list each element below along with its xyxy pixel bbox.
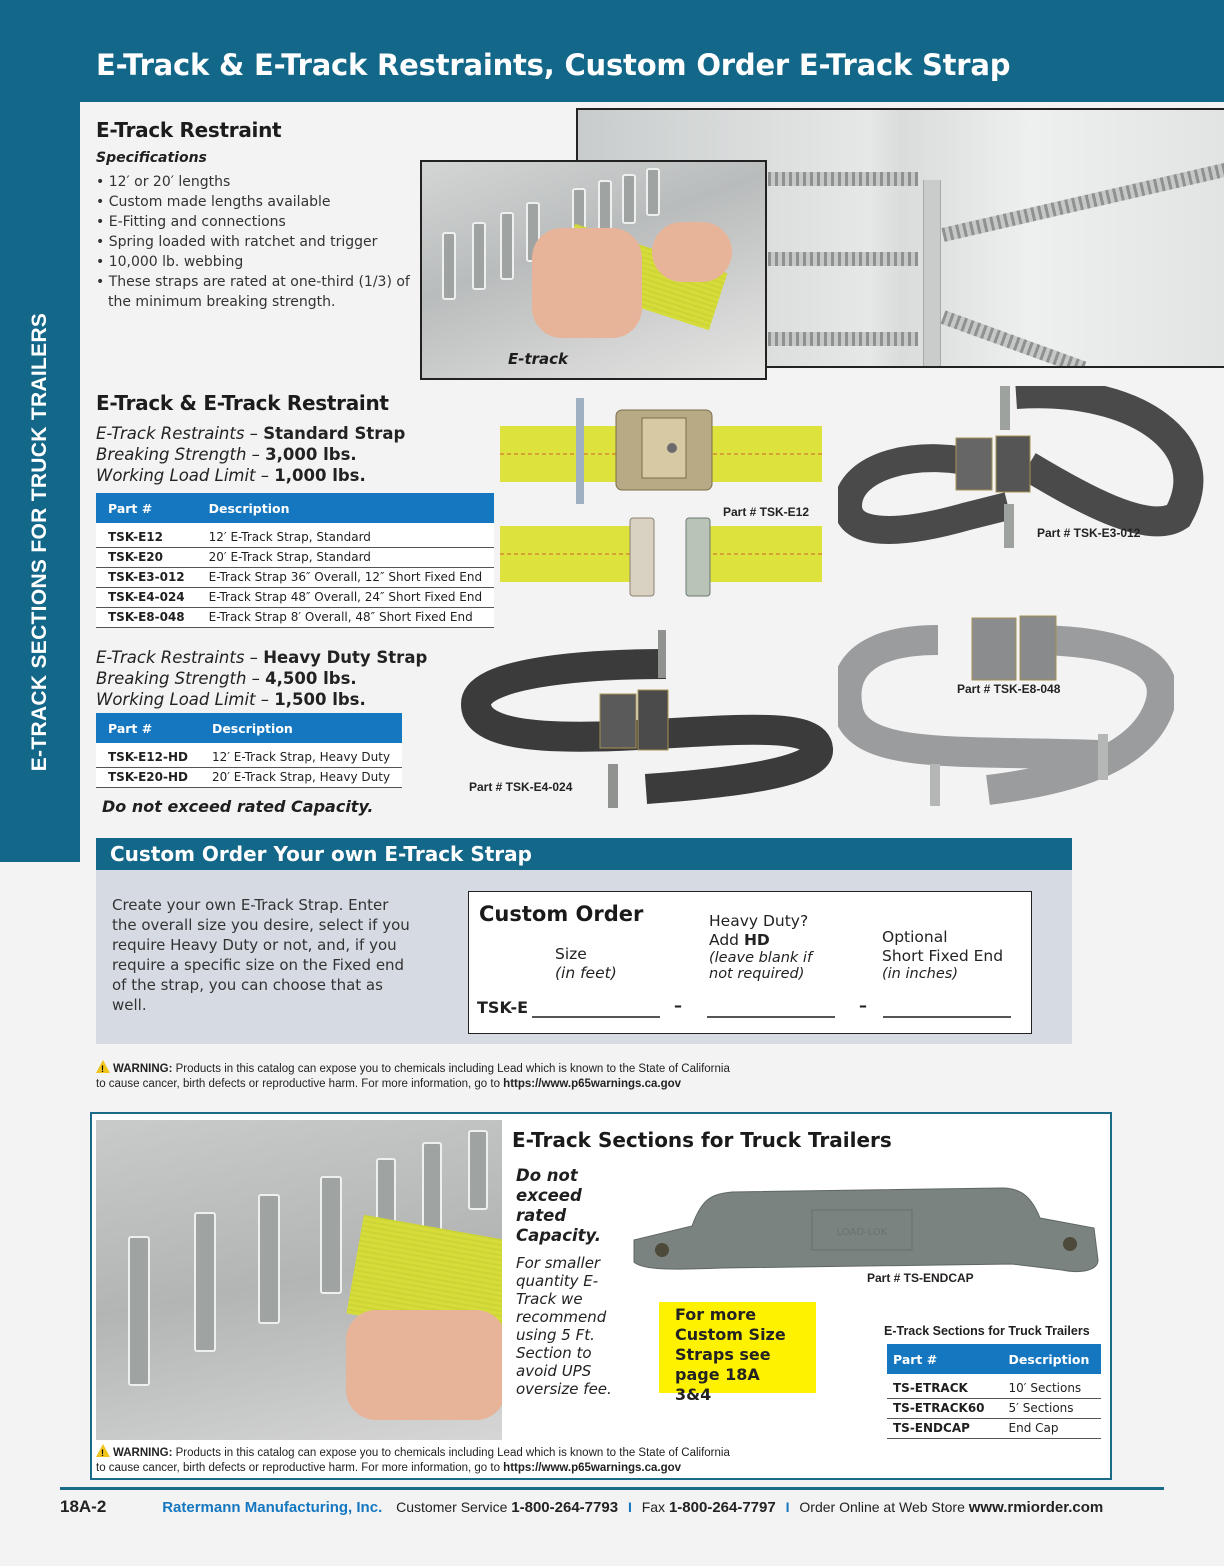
track-slot xyxy=(258,1194,280,1324)
table-row xyxy=(96,587,494,607)
gray-strap-tsk-e8-048-image xyxy=(838,600,1174,808)
spec-item: • 10,000 lb. webbing xyxy=(96,252,416,272)
table-row xyxy=(96,767,402,787)
breaking-strength-value: 3,000 lbs. xyxy=(265,445,357,464)
endcap-image xyxy=(632,1178,1102,1278)
spec-label: Specifications xyxy=(96,150,207,166)
prop65-warning xyxy=(96,1060,730,1091)
part-number: TSK-E20 xyxy=(96,547,197,567)
hd-add-label: Add xyxy=(709,931,744,949)
spec-item: • Custom made lengths available xyxy=(96,192,416,212)
track-slot xyxy=(468,1130,488,1210)
fax-label: Fax xyxy=(641,1499,669,1515)
prop65-warning xyxy=(96,1444,730,1475)
etrack-restraint-heading: E-Track & E-Track Restraint xyxy=(96,391,389,415)
warning-label: WARNING: xyxy=(113,1447,173,1459)
part-number: TSK-E12-HD xyxy=(96,747,200,767)
spec-label: Breaking Strength xyxy=(96,445,247,464)
separator: I xyxy=(785,1499,790,1515)
part-description: E-Track Strap 36″ Overall, 12″ Short Fixed End xyxy=(197,567,494,587)
sections-table-title: E-Track Sections for Truck Trailers xyxy=(884,1324,1090,1338)
dash: – xyxy=(246,669,266,688)
capacity-caution: Do not exceed rated Capacity. xyxy=(102,797,374,816)
custom-size-callout: For more Custom Size Straps see page 18A 3&4 xyxy=(659,1302,816,1393)
track-slot xyxy=(500,212,514,280)
working-load-value: 1,500 lbs. xyxy=(274,690,366,709)
part-label-tsk-e12: Part # TSK-E12 xyxy=(723,505,810,519)
table-row xyxy=(96,607,494,627)
spec-item: • 12′ or 20′ lengths xyxy=(96,172,416,192)
track-rail xyxy=(941,310,1087,368)
standard-strap-specs xyxy=(96,423,405,486)
col-description: Description xyxy=(200,713,402,743)
spec-label: Breaking Strength xyxy=(96,669,247,688)
col-part: Part # xyxy=(96,493,197,523)
hd-note: (leave blank if xyxy=(709,950,813,966)
gray-strap-tsk-e3-012-image xyxy=(838,386,1214,550)
dash: – xyxy=(244,648,264,667)
size-unit: (in feet) xyxy=(555,964,617,982)
part-prefix: TSK-E xyxy=(477,998,529,1017)
spec-item: • E-Fitting and connections xyxy=(96,212,416,232)
web-store-label: Order Online at Web Store xyxy=(799,1499,969,1515)
size-column-label xyxy=(555,945,617,983)
svg-text:LOAD-LOK: LOAD-LOK xyxy=(836,1227,888,1238)
warning-text: Products in this catalog can expose you to chemicals including Lead which is known to the State of California xyxy=(172,1063,730,1075)
fax-number: 1-800-264-7797 xyxy=(668,1499,776,1516)
fixed-end-column-label xyxy=(882,928,1003,983)
track-slot xyxy=(422,1142,442,1232)
warning-link[interactable]: https://www.p65warnings.ca.gov xyxy=(503,1077,682,1090)
separator-dash: – xyxy=(859,996,867,1015)
separator-dash: – xyxy=(674,996,682,1015)
part-label-tsk-e3-012: Part # TSK-E3-012 xyxy=(1037,526,1141,540)
spec-item: • These straps are rated at one-third (1/3) of the minimum breaking strength. xyxy=(96,272,416,312)
sidebar-tab xyxy=(0,102,80,862)
part-number: TS-ENDCAP xyxy=(887,1418,997,1438)
custom-order-heading: Custom Order Your own E-Track Strap xyxy=(96,838,1072,870)
warning-text: to cause cancer, birth defects or reproductive harm. For more information, go to xyxy=(96,1461,504,1474)
standard-strap-table xyxy=(96,493,494,628)
part-description: 10′ Sections xyxy=(997,1378,1102,1398)
trailer-post xyxy=(923,180,941,368)
sections-heading: E-Track Sections for Truck Trailers xyxy=(512,1128,892,1152)
spec-label: E-Track Restraints xyxy=(96,648,245,667)
heavy-duty-strap-table xyxy=(96,713,402,788)
dash: – xyxy=(246,445,266,464)
fixed-end-label: Optional xyxy=(882,928,948,946)
warning-icon xyxy=(96,1444,110,1457)
part-number: TSK-E3-012 xyxy=(96,567,197,587)
col-part: Part # xyxy=(887,1344,997,1374)
track-rail xyxy=(768,252,918,266)
part-description: 20′ E-Track Strap, Heavy Duty xyxy=(200,767,402,787)
track-rail xyxy=(941,163,1224,242)
spec-label: Working Load Limit xyxy=(96,466,256,485)
working-load-value: 1,000 lbs. xyxy=(274,466,366,485)
track-slot xyxy=(598,180,612,234)
part-description: 12′ E-Track Strap, Standard xyxy=(197,527,494,547)
size-input[interactable] xyxy=(532,1016,660,1018)
dash: – xyxy=(244,424,264,443)
custom-order-form xyxy=(468,891,1032,1034)
custom-order-title: Custom Order xyxy=(479,902,644,926)
company-name: Ratermann Manufacturing, Inc. xyxy=(162,1499,383,1516)
sections-table xyxy=(887,1344,1101,1439)
separator: I xyxy=(627,1499,632,1515)
col-description: Description xyxy=(197,493,494,523)
part-description: 12′ E-Track Strap, Heavy Duty xyxy=(200,747,402,767)
part-number: TSK-E8-048 xyxy=(96,607,197,627)
track-slot xyxy=(646,168,660,216)
part-description: 20′ E-Track Strap, Standard xyxy=(197,547,494,567)
hand xyxy=(346,1310,502,1420)
page-title: E-Track & E-Track Restraints, Custom Order E-Track Strap xyxy=(96,48,1011,82)
part-number: TS-ETRACK60 xyxy=(887,1398,997,1418)
sidebar-section-label: E-TRACK SECTIONS FOR TRUCK TRAILERS xyxy=(28,312,51,772)
fixed-end-unit: (in inches) xyxy=(882,966,958,982)
table-row xyxy=(96,527,494,547)
part-number: TSK-E4-024 xyxy=(96,587,197,607)
table-row xyxy=(96,567,494,587)
table-row xyxy=(96,747,402,767)
track-slot xyxy=(472,222,486,290)
dash: – xyxy=(255,466,275,485)
track-slot xyxy=(442,232,456,300)
etrack-sections-box xyxy=(90,1112,1112,1480)
track-slot xyxy=(194,1212,216,1352)
part-number: TS-ETRACK xyxy=(887,1378,997,1398)
footer xyxy=(60,1497,1170,1517)
col-description: Description xyxy=(997,1344,1102,1374)
warning-link[interactable]: https://www.p65warnings.ca.gov xyxy=(503,1461,682,1474)
size-label: Size xyxy=(555,945,587,963)
custom-order-description: Create your own E-Track Strap. Enter the overall size you desire, select if you require Heavy Duty or not, and, if you require a specific size on the Fixed end of the strap, you can choose that as well. xyxy=(112,896,410,1014)
spec-list xyxy=(96,172,416,312)
restraint-heading: E-Track Restraint xyxy=(96,118,282,142)
hd-label: Heavy Duty? xyxy=(709,912,809,930)
track-rail xyxy=(768,172,918,186)
warning-text: Products in this catalog can expose you to chemicals including Lead which is known to the State of California xyxy=(172,1447,730,1459)
part-description: 5′ Sections xyxy=(997,1398,1102,1418)
etrack-closeup-photo xyxy=(96,1120,502,1440)
capacity-caution: Do not exceed rated Capacity. xyxy=(516,1166,602,1245)
spec-item: • Spring loaded with ratchet and trigger xyxy=(96,232,416,252)
hand xyxy=(532,228,642,338)
page-number: 18A-2 xyxy=(60,1497,107,1516)
heavy-duty-strap-specs xyxy=(96,647,427,710)
part-label-tsk-e8-048: Part # TSK-E8-048 xyxy=(957,682,1061,696)
track-slot xyxy=(320,1176,342,1294)
part-description: End Cap xyxy=(997,1418,1102,1438)
part-number: TSK-E12 xyxy=(96,527,197,547)
heavy-duty-input[interactable] xyxy=(707,1016,835,1018)
fixed-end-label: Short Fixed End xyxy=(882,947,1004,965)
table-row xyxy=(887,1398,1101,1418)
part-number: TSK-E20-HD xyxy=(96,767,200,787)
table-row xyxy=(887,1378,1101,1398)
col-part: Part # xyxy=(96,713,200,743)
part-description: E-Track Strap 48″ Overall, 24″ Short Fixed End xyxy=(197,587,494,607)
dash: – xyxy=(255,690,275,709)
warning-label: WARNING: xyxy=(113,1063,173,1075)
part-label-tsk-e4-024: Part # TSK-E4-024 xyxy=(469,780,573,794)
warning-text: to cause cancer, birth defects or reproductive harm. For more information, go to xyxy=(96,1077,504,1090)
customer-service-label: Customer Service xyxy=(396,1499,512,1515)
part-description: E-Track Strap 8′ Overall, 48″ Short Fixed End xyxy=(197,607,494,627)
track-slot xyxy=(622,174,636,224)
customer-service-phone[interactable]: 1-800-264-7793 xyxy=(511,1499,619,1516)
hd-code: HD xyxy=(743,931,770,949)
yellow-ratchet-strap-image xyxy=(496,388,832,618)
footer-rule xyxy=(60,1487,1164,1490)
spec-label: E-Track Restraints xyxy=(96,424,245,443)
hand xyxy=(652,222,732,282)
hd-note: not required) xyxy=(709,966,805,982)
part-label-ts-endcap: Part # TS-ENDCAP xyxy=(867,1271,974,1285)
fixed-end-input[interactable] xyxy=(883,1016,1011,1018)
spec-value: Standard Strap xyxy=(263,424,406,443)
web-store-link[interactable]: www.rmiorder.com xyxy=(968,1499,1104,1516)
table-row xyxy=(96,547,494,567)
photo-caption: E-track xyxy=(508,350,569,368)
ups-note: For smaller quantity E-Track we recommend using 5 Ft. Section to avoid UPS oversize fee. xyxy=(516,1254,612,1398)
custom-order-section xyxy=(96,838,1072,1044)
spec-value: Heavy Duty Strap xyxy=(263,648,428,667)
heavy-duty-column-label xyxy=(709,912,812,982)
etrack-hand-photo xyxy=(420,160,767,380)
track-rail xyxy=(768,332,918,346)
track-slot xyxy=(128,1236,150,1386)
breaking-strength-value: 4,500 lbs. xyxy=(265,669,357,688)
spec-label: Working Load Limit xyxy=(96,690,256,709)
warning-icon xyxy=(96,1060,110,1073)
table-row xyxy=(887,1418,1101,1438)
